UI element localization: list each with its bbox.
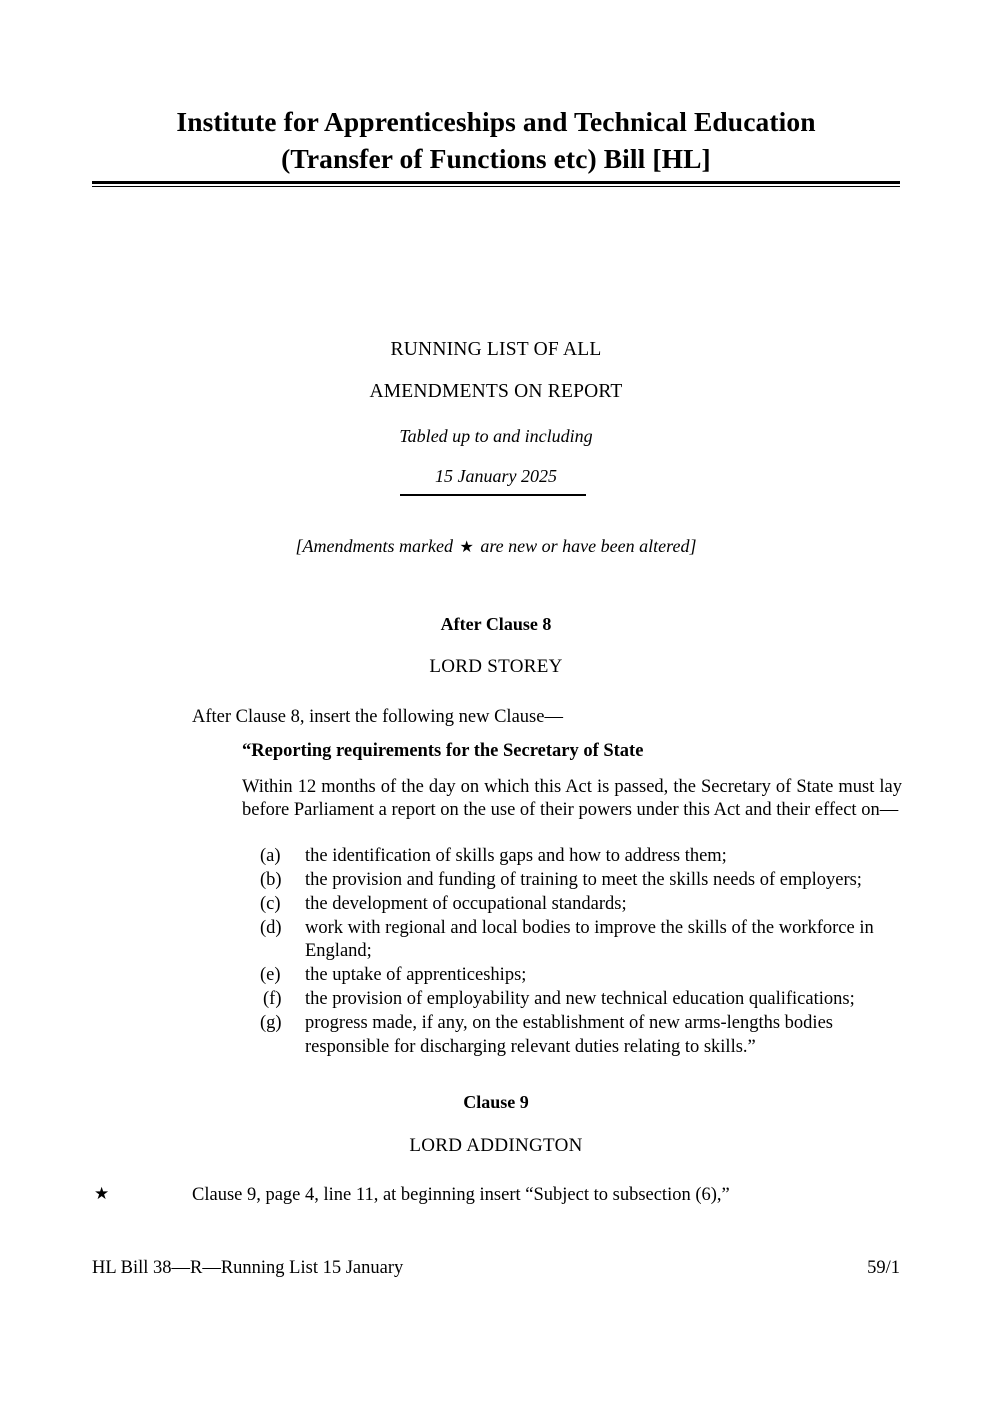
sub-paragraph-marker: (b) — [260, 869, 282, 890]
sub-paragraph-marker: (g) — [260, 1013, 282, 1034]
list-item — [242, 845, 902, 868]
running-list-heading-line-2: AMENDMENTS ON REPORT — [369, 380, 623, 402]
running-list-heading-line-1: RUNNING LIST OF ALL — [390, 339, 602, 360]
heading-divider-rule — [400, 494, 586, 496]
sub-paragraph-text: the provision and funding of training to meet the skills needs of employers; — [305, 869, 862, 890]
rule-thin — [92, 186, 900, 188]
bill-title-line-1: Institute for Apprenticeships and Technical Education — [176, 106, 816, 137]
tabled-label: Tabled up to and including — [399, 426, 593, 446]
bill-title — [92, 104, 900, 177]
sub-paragraph-marker: (c) — [260, 893, 281, 914]
tabled-date: 15 January 2025 — [435, 466, 557, 486]
section-heading-clause-9: Clause 9 — [463, 1092, 529, 1112]
new-clause-title: “Reporting requirements for the Secretary of State — [242, 741, 644, 761]
member-name-lord-storey: LORD STOREY — [429, 656, 563, 677]
sub-paragraph-text: progress made, if any, on the establishment of new arms-lengths bodies responsible for discharging relevant duties relating to skills.” — [305, 1013, 833, 1057]
sub-paragraph-marker: (a) — [260, 846, 281, 866]
star-icon: ★ — [459, 539, 474, 556]
document-heading-block — [92, 340, 900, 485]
sub-paragraph-text: work with regional and local bodies to improve the skills of the workforce in England; — [305, 917, 874, 962]
list-item — [242, 917, 902, 964]
sub-paragraph-marker: (e) — [260, 965, 281, 986]
sub-paragraph-text: the uptake of apprenticeships; — [305, 965, 527, 986]
list-item — [242, 1012, 902, 1059]
amendment-text-clause-9: Clause 9, page 4, line 11, at beginning insert “Subject to subsection (6),” — [192, 1185, 730, 1205]
sub-paragraph-marker: (f) — [263, 989, 282, 1010]
bill-title-line-2: (Transfer of Functions etc) Bill [HL] — [281, 142, 711, 174]
sub-paragraph-text: the development of occupational standards; — [305, 893, 627, 914]
section-heading-after-clause-8: After Clause 8 — [440, 614, 552, 634]
masthead-double-rule — [92, 181, 900, 187]
amendment-lead-line: After Clause 8, insert the following new Clause— — [192, 707, 563, 727]
page-footer — [92, 1257, 900, 1279]
amendments-marked-note — [92, 536, 900, 558]
clause-sub-paragraph-list — [242, 845, 902, 1060]
marked-note-prefix: [Amendments marked — [295, 536, 458, 556]
sub-paragraph-marker: (d) — [260, 917, 282, 938]
member-name-lord-addington: LORD ADDINGTON — [409, 1135, 583, 1156]
masthead — [92, 104, 900, 177]
sub-paragraph-text: the identification of skills gaps and how to address them; — [305, 846, 727, 866]
footer-bill-reference: HL Bill 38—R—Running List 15 January — [92, 1258, 404, 1278]
list-item — [242, 869, 902, 892]
marked-note-suffix: are new or have been altered] — [475, 536, 697, 556]
list-item — [242, 964, 902, 987]
list-item — [242, 893, 902, 916]
sub-paragraph-text: the provision of employability and new technical education qualifications; — [305, 989, 855, 1010]
footer-page-number: 59/1 — [867, 1258, 900, 1278]
new-clause-body: Within 12 months of the day on which this Act is passed, the Secretary of State must lay before Parliament a report on the use of their powers under this Act and their effect on— — [242, 777, 902, 821]
new-amendment-star-icon: ★ — [94, 1184, 110, 1203]
list-item — [242, 988, 902, 1011]
